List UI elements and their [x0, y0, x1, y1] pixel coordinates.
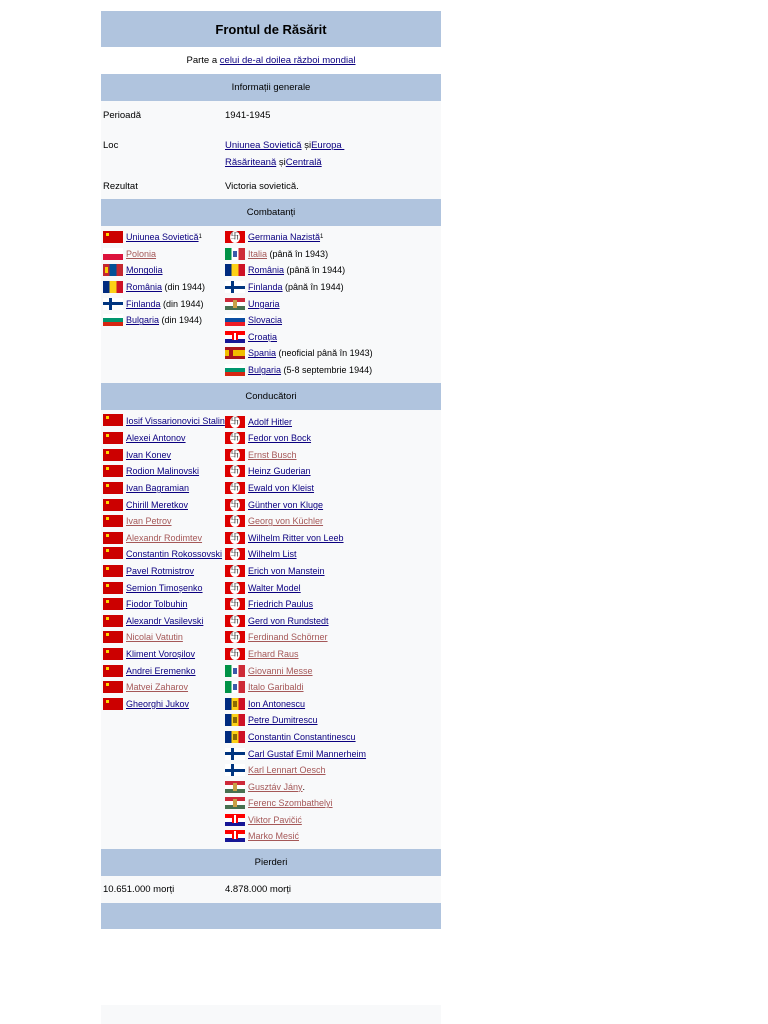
leader-link[interactable]: Heinz Guderian: [248, 466, 311, 477]
combatant-item: [103, 279, 225, 296]
leader-link[interactable]: Ewald von Kleist: [248, 483, 315, 494]
flag-icon: [225, 615, 245, 627]
leader-link[interactable]: Fedor von Bock: [248, 433, 312, 444]
leaders-axis: [225, 413, 441, 844]
combatants-axis: [225, 229, 441, 378]
leader-link[interactable]: Constantin Rokossovski: [126, 549, 223, 560]
part-of-line: [101, 47, 441, 74]
leader-link[interactable]: Ferdinand Schörner: [248, 632, 328, 643]
leader-item: [103, 463, 225, 480]
leader-link[interactable]: Gusztáv Jány: [248, 781, 303, 792]
flag-icon: [103, 598, 123, 610]
leader-link[interactable]: Alexandr Vasilevski: [126, 615, 204, 626]
combatant-link[interactable]: Italia: [248, 248, 268, 259]
leader-link[interactable]: Chirill Meretkov: [126, 499, 189, 510]
leader-item: [225, 679, 441, 696]
leader-link[interactable]: Ferenc Szombathelyi: [248, 798, 333, 809]
combatant-item: [225, 345, 441, 362]
period-label: Perioadă: [103, 109, 142, 121]
leader-link[interactable]: Pavel Rotmistrov: [126, 565, 195, 576]
leader-item: [225, 596, 441, 613]
leader-item: [103, 596, 225, 613]
leader-link[interactable]: Gerd von Rundstedt: [248, 615, 329, 626]
combatant-link[interactable]: Ungaria: [248, 298, 280, 309]
flag-icon: [103, 615, 123, 627]
leader-item: [103, 480, 225, 497]
row-place: [101, 129, 441, 173]
combatant-link[interactable]: România: [126, 282, 163, 293]
flag-icon: [225, 565, 245, 577]
leader-link[interactable]: Kliment Voroșilov: [126, 648, 196, 659]
leader-item: [225, 530, 441, 547]
place-sep-1: și: [301, 140, 312, 151]
flag-icon: [103, 681, 123, 693]
leader-item: [225, 762, 441, 779]
flag-icon: [103, 499, 123, 511]
place-link-europa[interactable]: Europa: [311, 140, 345, 151]
period-value: 1941-1945: [225, 109, 271, 121]
combatant-note: (neoficial până în 1943): [276, 348, 373, 359]
losses-allies: 10.651.000 morți: [103, 883, 175, 895]
leader-link[interactable]: Wilhelm List: [248, 549, 297, 560]
leader-link[interactable]: Georg von Küchler: [248, 516, 324, 527]
flag-icon: [103, 665, 123, 677]
combatant-note: (până în 1944): [282, 282, 344, 293]
flag-icon: [225, 314, 245, 326]
footnote-ref[interactable]: 1: [198, 234, 202, 241]
leader-item: [103, 612, 225, 629]
flag-icon: [103, 298, 123, 310]
leader-link[interactable]: Rodion Malinovski: [126, 466, 200, 477]
combatant-item: [225, 229, 441, 246]
combatant-link[interactable]: Finlanda: [248, 282, 283, 293]
leader-item: [103, 546, 225, 563]
flag-icon: [225, 714, 245, 726]
leader-item: [225, 563, 441, 580]
place-link-rasariteana[interactable]: Răsăriteană: [225, 157, 277, 168]
leader-item: [103, 629, 225, 646]
losses-axis: 4.878.000 morți: [225, 883, 292, 895]
place-link-centrala[interactable]: Centrală: [285, 157, 322, 168]
leader-item: [225, 612, 441, 629]
leader-item: [225, 745, 441, 762]
flag-icon: [103, 314, 123, 326]
leader-item: [103, 413, 225, 430]
flag-icon: [225, 598, 245, 610]
flag-icon: [225, 548, 245, 560]
leader-item: [225, 513, 441, 530]
combatant-item: [103, 246, 225, 263]
combatant-item: [103, 295, 225, 312]
combatant-item: [225, 279, 441, 296]
flag-icon: [225, 231, 245, 243]
flag-icon: [103, 248, 123, 260]
flag-icon: [225, 797, 245, 809]
leader-item: [225, 413, 441, 430]
part-of-prefix: Parte a: [186, 55, 220, 66]
combatant-link[interactable]: Croația: [248, 331, 278, 342]
flag-icon: [225, 681, 245, 693]
combatant-item: [225, 362, 441, 379]
section-header-general: Informații generale: [101, 74, 441, 101]
leader-item: [225, 795, 441, 812]
leader-link[interactable]: Walter Model: [248, 582, 301, 593]
flag-icon: [225, 665, 245, 677]
leader-link[interactable]: Alexandr Rodimtev: [126, 532, 203, 543]
combatant-link[interactable]: Slovacia: [248, 315, 283, 326]
section-header-combatants: Combatanți: [101, 199, 441, 226]
flag-icon: [225, 432, 245, 444]
row-losses: [101, 876, 441, 903]
flag-icon: [225, 648, 245, 660]
flag-icon: [103, 565, 123, 577]
flag-icon: [225, 748, 245, 760]
result-value: Victoria sovietică.: [225, 180, 299, 192]
leader-link[interactable]: Nicolai Vatutin: [126, 632, 183, 643]
leader-item: [225, 463, 441, 480]
flag-icon: [225, 482, 245, 494]
leader-link[interactable]: Gheorghi Jukov: [126, 698, 190, 709]
leader-item: [225, 729, 441, 746]
leader-item: [103, 513, 225, 530]
combatant-item: [225, 329, 441, 346]
leader-item: [225, 480, 441, 497]
leader-link[interactable]: Italo Garibaldi: [248, 682, 304, 693]
flag-icon: [225, 764, 245, 776]
combatant-link[interactable]: Bulgaria: [126, 315, 160, 326]
leader-link[interactable]: Andrei Eremenko: [126, 665, 196, 676]
combatant-link[interactable]: Uniunea Sovietică: [126, 232, 199, 243]
leader-link[interactable]: Ion Antonescu: [248, 698, 306, 709]
section-header-leaders: Conducători: [101, 383, 441, 410]
leader-item: [225, 430, 441, 447]
combatant-link[interactable]: Germania Nazistă: [248, 232, 321, 243]
footnote-ref[interactable]: 1: [320, 234, 324, 241]
flag-icon: [103, 465, 123, 477]
combatant-item: [225, 312, 441, 329]
place-value: [225, 137, 441, 173]
leader-link[interactable]: Günther von Kluge: [248, 499, 324, 510]
infobox-title: Frontul de Răsărit: [101, 11, 441, 47]
combatants: [101, 226, 441, 383]
leader-item: [103, 447, 225, 464]
flag-icon: [225, 465, 245, 477]
row-result: [101, 173, 441, 199]
flag-icon: [225, 582, 245, 594]
leader-link[interactable]: Erhard Raus: [248, 648, 299, 659]
leader-item: [103, 695, 225, 712]
flag-icon: [103, 515, 123, 527]
leader-link[interactable]: Erich von Manstein: [248, 565, 325, 576]
leader-link[interactable]: Ernst Busch: [248, 449, 297, 460]
leader-item: [103, 662, 225, 679]
flag-icon: [103, 432, 123, 444]
flag-icon: [225, 416, 245, 428]
flag-icon: [225, 449, 245, 461]
combatant-item: [103, 229, 225, 246]
leader-item: [225, 629, 441, 646]
place-link-ussr[interactable]: Uniunea Sovietică: [225, 140, 302, 151]
leader-link[interactable]: Ivan Konev: [126, 449, 172, 460]
flag-icon: [103, 264, 123, 276]
leader-item: [225, 646, 441, 663]
place-sep-2: și: [276, 157, 286, 168]
place-label: Loc: [103, 140, 119, 151]
flag-icon: [103, 482, 123, 494]
leader-item: [103, 430, 225, 447]
result-label: Rezultat: [103, 180, 138, 192]
flag-icon: [225, 364, 245, 376]
combatant-link[interactable]: România: [248, 265, 285, 276]
flag-icon: [225, 298, 245, 310]
flag-icon: [225, 698, 245, 710]
leader-link[interactable]: Ivan Petrov: [126, 516, 172, 527]
flag-icon: [103, 631, 123, 643]
leader-item: [225, 712, 441, 729]
leader-link[interactable]: Viktor Pavičić: [248, 814, 302, 825]
leader-link[interactable]: Carl Gustaf Emil Mannerheim: [248, 748, 367, 759]
flag-icon: [103, 414, 123, 426]
leader-link[interactable]: Iosif Vissarionovici Stalin: [126, 416, 225, 427]
leader-link[interactable]: Friedrich Paulus: [248, 599, 314, 610]
combatant-note: (până în 1944): [284, 265, 346, 276]
flag-icon: [103, 231, 123, 243]
leader-link[interactable]: Ivan Bagramian: [126, 483, 190, 494]
flag-icon: [225, 347, 245, 359]
leader-item: [103, 679, 225, 696]
leader-link[interactable]: Alexei Antonov: [126, 433, 186, 444]
leader-item: [225, 778, 441, 795]
flag-icon: [103, 582, 123, 594]
flag-icon: [225, 331, 245, 343]
flag-icon: [225, 830, 245, 842]
leader-item: [103, 530, 225, 547]
combatant-note: (5-8 septembrie 1944): [281, 365, 373, 376]
flag-icon: [225, 499, 245, 511]
leader-item: [225, 579, 441, 596]
leader-item: [225, 662, 441, 679]
section-footer: [101, 903, 441, 929]
leaders: [101, 410, 441, 848]
leader-item: [103, 496, 225, 513]
combatant-item: [225, 246, 441, 263]
flag-icon: [103, 698, 123, 710]
flag-icon: [103, 449, 123, 461]
flag-icon: [225, 515, 245, 527]
leaders-allies: [101, 413, 225, 844]
flag-icon: [225, 532, 245, 544]
leader-item: [225, 546, 441, 563]
combatant-link[interactable]: Polonia: [126, 248, 157, 259]
combatant-link[interactable]: Finlanda: [126, 298, 161, 309]
flag-icon: [103, 532, 123, 544]
leader-link[interactable]: Wilhelm Ritter von Leeb: [248, 532, 344, 543]
leader-item: [225, 828, 441, 845]
general-info: [101, 101, 441, 199]
leader-link[interactable]: Semion Timoșenko: [126, 582, 203, 593]
leader-item: [225, 447, 441, 464]
flag-icon: [103, 648, 123, 660]
flag-icon: [225, 264, 245, 276]
combatant-link[interactable]: Mongolia: [126, 265, 163, 276]
leader-item: [103, 563, 225, 580]
leader-link[interactable]: Constantin Constantinescu: [248, 731, 356, 742]
combatant-item: [225, 295, 441, 312]
flag-icon: [103, 281, 123, 293]
leader-link[interactable]: Petre Dumitrescu: [248, 715, 318, 726]
combatant-item: [103, 262, 225, 279]
combatant-item: [225, 262, 441, 279]
leader-item: [225, 812, 441, 829]
combatant-note: (până în 1943): [267, 248, 329, 259]
flag-icon: [225, 248, 245, 260]
flag-icon: [103, 547, 123, 559]
flag-icon: [225, 814, 245, 826]
combatant-link[interactable]: Bulgaria: [248, 365, 282, 376]
flag-icon: [225, 781, 245, 793]
flag-icon: [225, 631, 245, 643]
leader-link[interactable]: Matvei Zaharov: [126, 682, 189, 693]
infobox: [101, 11, 441, 929]
flag-icon: [225, 281, 245, 293]
leader-link[interactable]: Marko Mesić: [248, 831, 300, 842]
next-box-stub: [101, 1005, 441, 1024]
flag-icon: [225, 731, 245, 743]
combatant-link[interactable]: Spania: [248, 348, 277, 359]
combatants-allies: [101, 229, 225, 378]
section-header-losses: Pierderi: [101, 849, 441, 876]
leader-item: [103, 646, 225, 663]
leader-note: .: [302, 781, 306, 792]
combatant-note: (din 1944): [159, 315, 203, 326]
leader-link[interactable]: Giovanni Messe: [248, 665, 313, 676]
part-of-link[interactable]: celui de-al doilea război mondial: [219, 55, 356, 66]
combatant-note: (din 1944): [160, 298, 204, 309]
leader-link[interactable]: Adolf Hitler: [248, 416, 293, 427]
leader-link[interactable]: Fiodor Tolbuhin: [126, 599, 188, 610]
row-period: [101, 101, 441, 129]
combatant-item: [103, 312, 225, 329]
leader-item: [225, 496, 441, 513]
combatant-note: (din 1944): [162, 282, 206, 293]
leader-item: [103, 579, 225, 596]
leader-item: [225, 695, 441, 712]
leader-link[interactable]: Karl Lennart Oesch: [248, 765, 326, 776]
